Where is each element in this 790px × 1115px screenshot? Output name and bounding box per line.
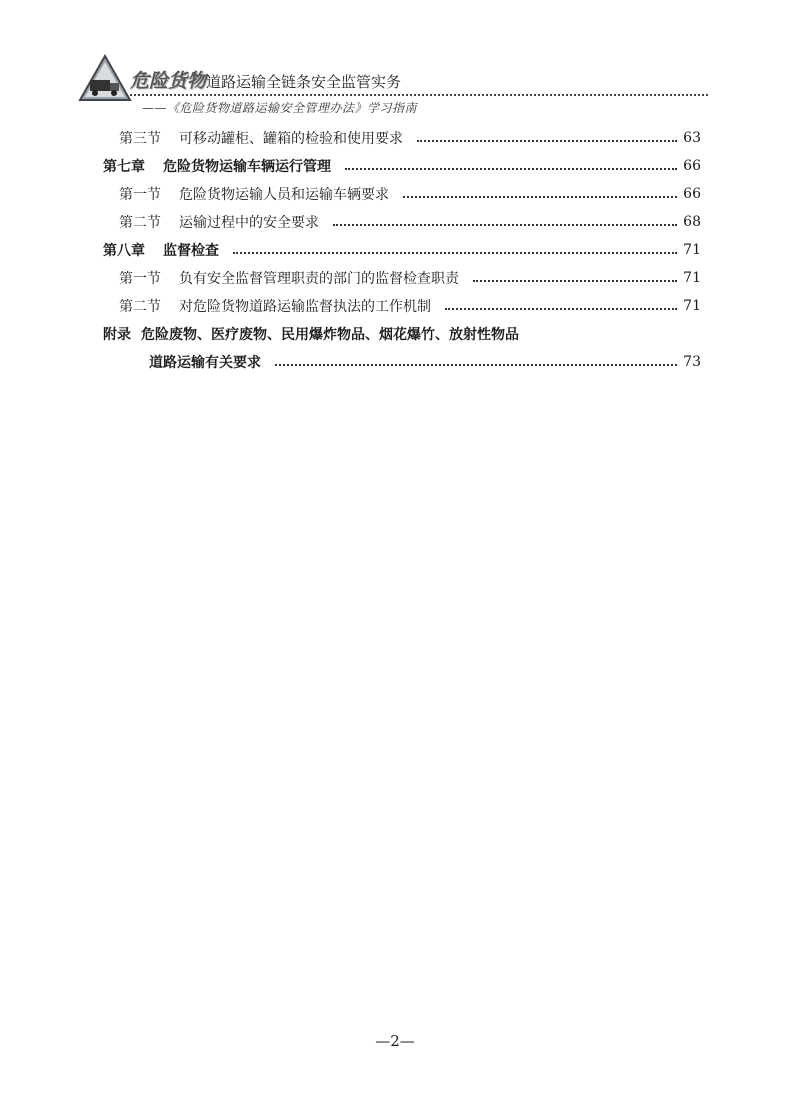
- toc-title: 对危险货物道路运输监督执法的工作机制: [179, 299, 431, 315]
- toc-label: 第一节: [119, 187, 161, 203]
- toc-title: 运输过程中的安全要求: [179, 215, 319, 231]
- toc-title: 负有安全监督管理职责的部门的监督检查职责: [179, 271, 459, 287]
- page-number: —2—: [375, 1032, 415, 1050]
- toc-page: 71: [683, 242, 701, 258]
- toc-leader-dots: [403, 196, 677, 198]
- toc-title: 危险货物运输人员和运输车辆要求: [179, 187, 389, 203]
- toc-title: 可移动罐柜、罐箱的检验和使用要求: [179, 131, 403, 147]
- toc-leader-dots: [233, 252, 677, 254]
- toc-label: 第七章: [103, 159, 145, 175]
- header-title-emphasis: 危险货物: [130, 70, 207, 92]
- table-of-contents: [103, 124, 701, 376]
- toc-leader-dots: [333, 224, 677, 226]
- toc-row-appendix-continued[interactable]: [103, 348, 701, 376]
- toc-label: 第二节: [119, 299, 161, 315]
- toc-label: 第八章: [103, 243, 145, 259]
- toc-label: 第一节: [119, 271, 161, 287]
- toc-row[interactable]: [103, 208, 701, 236]
- header-title-rest: 道路运输全链条安全监管实务: [206, 73, 402, 91]
- toc-leader-dots: [345, 168, 677, 170]
- toc-page: 63: [683, 130, 701, 146]
- toc-leader-dots: [473, 280, 677, 282]
- toc-page: 66: [683, 186, 701, 202]
- toc-label: 第二节: [119, 215, 161, 231]
- toc-row[interactable]: [103, 236, 701, 264]
- header-title: [130, 66, 401, 93]
- page-header: [78, 54, 708, 124]
- toc-title: 危险货物运输车辆运行管理: [163, 159, 331, 175]
- toc-leader-dots: [275, 364, 677, 366]
- toc-leader-dots: [445, 308, 677, 310]
- toc-title: 危险废物、医疗废物、民用爆炸物品、烟花爆竹、放射性物品: [141, 327, 519, 343]
- header-dotted-rule: [126, 94, 708, 96]
- toc-page: 71: [683, 298, 701, 314]
- toc-row[interactable]: [103, 264, 701, 292]
- toc-row[interactable]: [103, 124, 701, 152]
- toc-page: 68: [683, 214, 701, 230]
- toc-page: 66: [683, 158, 701, 174]
- toc-title: 监督检查: [163, 243, 219, 259]
- toc-row[interactable]: [103, 292, 701, 320]
- header-subtitle: ——《危险货物道路运输安全管理办法》学习指南: [142, 101, 418, 115]
- toc-title: 道路运输有关要求: [149, 355, 261, 371]
- toc-label: 第三节: [119, 131, 161, 147]
- toc-row-appendix[interactable]: [103, 320, 701, 348]
- toc-leader-dots: [417, 140, 677, 142]
- toc-page: 71: [683, 270, 701, 286]
- truck-logo-icon: [78, 54, 132, 102]
- toc-page: 73: [683, 354, 701, 370]
- toc-label: 附录: [103, 327, 131, 343]
- toc-row[interactable]: [103, 180, 701, 208]
- toc-row[interactable]: [103, 152, 701, 180]
